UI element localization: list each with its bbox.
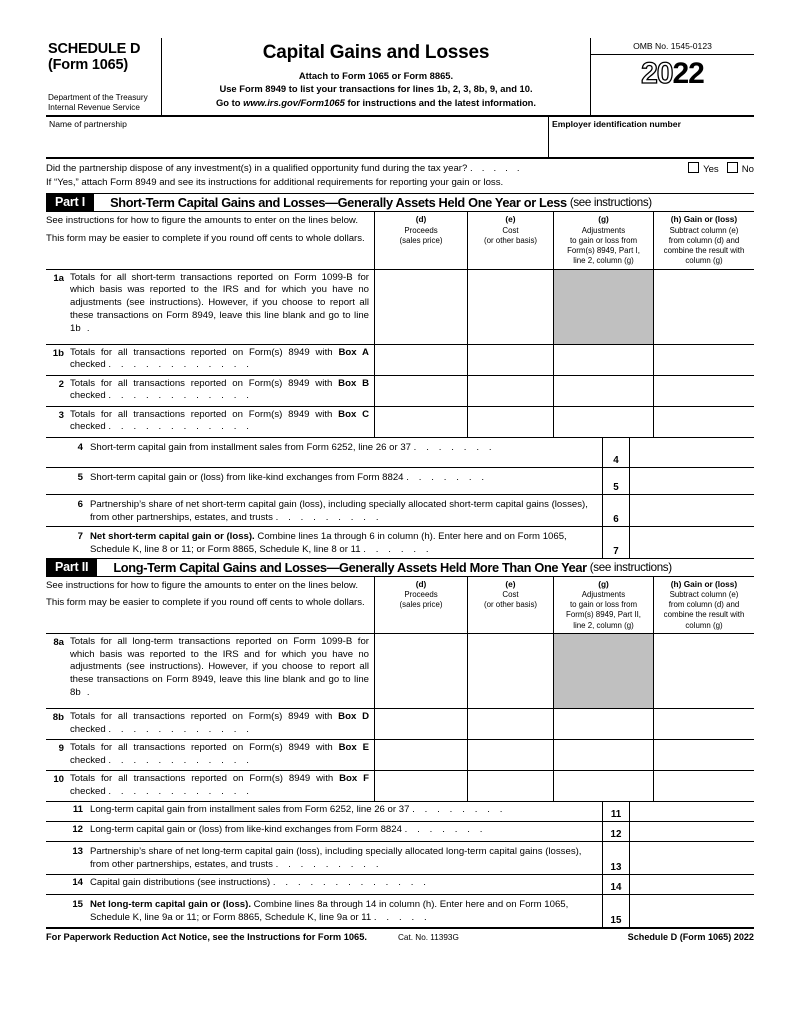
attach-instruction: Attach to Form 1065 or Form 8865. bbox=[298, 70, 454, 81]
part2-notes bbox=[46, 577, 375, 633]
schedule-form-number: (Form 1065) bbox=[48, 57, 128, 74]
line-10-description bbox=[46, 771, 375, 801]
list-item bbox=[46, 438, 754, 468]
part1-col-g-l4: line 2, column (g) bbox=[573, 256, 634, 266]
line-10-col-h-cell[interactable] bbox=[654, 771, 754, 801]
line-1b-description bbox=[46, 345, 375, 375]
line-1b-box-label: Box A bbox=[338, 346, 369, 358]
line-13-dots: . . . . . . . . . bbox=[275, 859, 383, 871]
line-7-text: Combine lines 1a through 6 in column (h). Enter here and on Form 1065, Schedule K, line 8 or 11; or Form 8865, Schedule K, line 8 or 11 bbox=[90, 530, 567, 556]
part2-note-1: See instructions for how to figure the amounts to enter on the lines below. bbox=[46, 579, 358, 591]
line-6-number: 6 bbox=[77, 498, 83, 510]
part1-title: Short-Term Capital Gains and Losses—Generally Assets Held One Year or Less bbox=[110, 195, 567, 211]
header-right-block bbox=[590, 38, 754, 115]
list-item bbox=[46, 895, 754, 927]
line-2-number: 2 bbox=[58, 378, 64, 390]
qof-no-checkbox[interactable] bbox=[727, 162, 738, 173]
part1-col-g-l1: Adjustments bbox=[581, 225, 626, 235]
line-1a-description bbox=[46, 270, 375, 344]
part1-col-e-key: (e) bbox=[505, 214, 516, 225]
line-9-text-pre: Totals for all transactions reported on Form(s) 8949 with bbox=[70, 741, 339, 753]
part1-col-e-l1: Cost bbox=[502, 225, 519, 235]
line-2-col-e-cell[interactable] bbox=[468, 376, 554, 406]
line-1a-text-wrap bbox=[70, 272, 369, 341]
table-row bbox=[46, 740, 754, 771]
line-4-description bbox=[46, 438, 602, 467]
part2-col-e-header bbox=[468, 577, 554, 633]
line-3-box-label: Box C bbox=[338, 408, 370, 420]
part1-col-h-l3: combine the result with bbox=[663, 246, 745, 256]
line-7-box-number: 7 bbox=[602, 527, 630, 558]
part1-column-head bbox=[46, 212, 754, 269]
part1-note-1: See instructions for how to figure the amounts to enter on the lines below. bbox=[46, 215, 358, 227]
line-13-box-number: 13 bbox=[602, 842, 630, 874]
line-10-box-label: Box F bbox=[339, 772, 369, 784]
form-sheet bbox=[46, 38, 754, 942]
part2-badge: Part II bbox=[46, 559, 97, 576]
form-header bbox=[46, 38, 754, 117]
line-11-number: 11 bbox=[72, 803, 83, 815]
line-11-amount-cell[interactable] bbox=[630, 802, 754, 821]
table-row bbox=[46, 709, 754, 740]
agency-line-1: Department of the Treasury bbox=[48, 93, 148, 103]
line-14-box-number: 14 bbox=[602, 875, 630, 894]
qof-question-line-2: If “Yes,” attach Form 8949 and see its instructions for additional requirements for reporting your gain or loss. bbox=[46, 177, 504, 189]
catalog-number: Cat. No. 11393G bbox=[398, 932, 459, 942]
line-10-number: 10 bbox=[53, 773, 64, 785]
line-8a-col-h-cell[interactable] bbox=[654, 634, 754, 708]
line-9-number: 9 bbox=[58, 742, 64, 754]
part2-title-note: (see instructions) bbox=[589, 560, 672, 574]
part1-col-e-header bbox=[468, 212, 554, 268]
line-8a-text: Totals for all long-term transactions reported on Form 1099-B for which basis was reported to the IRS and for which you have no adjustments (see instructions). However, if you choose to report all these transactions on Form 8949, leave this line blank and go to line 8b bbox=[70, 635, 369, 698]
line-15-box-number: 15 bbox=[602, 895, 630, 927]
line-1b-text-pre: Totals for all transactions reported on Form(s) 8949 with bbox=[70, 346, 339, 358]
part1-col-h-key: (h) Gain or (loss) bbox=[670, 214, 738, 225]
line-1b-text-post: checked bbox=[70, 359, 106, 371]
line-8b-col-e-cell[interactable] bbox=[468, 709, 554, 739]
partnership-name-field[interactable] bbox=[46, 117, 549, 157]
part1-col-h-l2: from column (d) and bbox=[668, 235, 740, 245]
omb-number: OMB No. 1545-0123 bbox=[591, 38, 754, 55]
tax-year-value: 22 bbox=[672, 57, 704, 90]
part2-col-g-key: (g) bbox=[598, 578, 609, 589]
part1-col-d-l1: Proceeds bbox=[404, 225, 438, 235]
line-14-text-wrap bbox=[90, 876, 596, 893]
line-11-text-wrap bbox=[90, 803, 596, 820]
line-8b-col-g-cell[interactable] bbox=[554, 709, 654, 739]
line-13-text: Partnership’s share of net long-term capital gain (loss), including specially allocated long-term capital gains (losses), from other partnerships, estates, and trusts bbox=[90, 845, 582, 871]
line-15-dots: . . . . . bbox=[373, 912, 431, 924]
line-10-text-post: checked bbox=[70, 785, 106, 797]
table-row bbox=[46, 407, 754, 438]
line-5-text-wrap bbox=[90, 471, 596, 491]
line-1a-col-d-cell[interactable] bbox=[375, 270, 468, 344]
line-3-text-wrap bbox=[70, 409, 369, 434]
line-3-col-d-cell[interactable] bbox=[375, 407, 468, 437]
part1-title-note: (see instructions) bbox=[569, 196, 652, 210]
part2-col-h-header bbox=[654, 577, 754, 633]
line-10-col-g-cell[interactable] bbox=[554, 771, 654, 801]
irs-url[interactable]: www.irs.gov/Form1065 bbox=[243, 96, 345, 108]
ein-field[interactable] bbox=[549, 117, 754, 157]
line-2-dots: . . . . . . . . . . . . bbox=[108, 390, 253, 402]
part1-banner bbox=[46, 193, 754, 212]
qof-question-text: Did the partnership dispose of any investment(s) in a qualified opportunity fund during the tax year? bbox=[46, 163, 468, 175]
line-6-amount-cell[interactable] bbox=[630, 495, 754, 526]
qof-yes-checkbox[interactable] bbox=[688, 162, 699, 173]
line-7-dots: . . . . . . bbox=[363, 544, 433, 556]
line-8b-text-post: checked bbox=[70, 723, 106, 735]
part2-col-h-l2: from column (d) and bbox=[668, 600, 740, 610]
part2-col-g-l4: line 2, column (g) bbox=[573, 620, 634, 630]
part2-col-e-l1: Cost bbox=[502, 589, 519, 599]
part2-title: Long-Term Capital Gains and Losses—Generally Assets Held More Than One Year bbox=[113, 559, 587, 575]
line-1a-col-h-cell[interactable] bbox=[654, 270, 754, 344]
tax-year bbox=[591, 55, 754, 91]
line-13-description bbox=[46, 842, 602, 874]
line-4-text: Short-term capital gain from installment sales from Form 6252, line 26 or 37 bbox=[90, 441, 411, 453]
line-8a-col-g-cell-shaded bbox=[554, 634, 654, 708]
line-15-description bbox=[46, 895, 602, 927]
line-15-amount-cell[interactable] bbox=[630, 895, 754, 927]
table-row bbox=[46, 376, 754, 407]
line-12-text: Long-term capital gain or (loss) from like-kind exchanges from Form 8824 bbox=[90, 823, 402, 835]
line-10-text-wrap bbox=[70, 773, 369, 798]
line-11-text: Long-term capital gain from installment sales from Form 6252, line 26 or 37 bbox=[90, 803, 410, 815]
line-1a-col-e-cell[interactable] bbox=[468, 270, 554, 344]
line-2-col-g-cell[interactable] bbox=[554, 376, 654, 406]
part2-banner bbox=[46, 559, 754, 577]
qof-no-label: No bbox=[741, 164, 754, 176]
line-1b-number: 1b bbox=[52, 347, 64, 359]
goto-suffix: for instructions and the latest information. bbox=[344, 96, 537, 108]
line-8b-description bbox=[46, 709, 375, 739]
line-8b-col-d-cell[interactable] bbox=[375, 709, 468, 739]
line-3-col-e-cell[interactable] bbox=[468, 407, 554, 437]
part2-column-head bbox=[46, 577, 754, 634]
line-13-amount-cell[interactable] bbox=[630, 842, 754, 874]
line-8a-col-d-cell[interactable] bbox=[375, 634, 468, 708]
line-11-box-number: 11 bbox=[602, 802, 630, 821]
line-4-dots: . . . . . . . bbox=[413, 441, 496, 453]
line-3-col-h-cell[interactable] bbox=[654, 407, 754, 437]
qof-yes-label: Yes bbox=[703, 164, 719, 176]
line-7-description bbox=[46, 527, 602, 558]
form-title: Capital Gains and Losses bbox=[262, 42, 490, 63]
part2-col-e-l2: (or other basis) bbox=[483, 600, 538, 610]
line-1b-col-h-cell[interactable] bbox=[654, 345, 754, 375]
line-8b-number: 8b bbox=[52, 711, 64, 723]
line-9-text-post: checked bbox=[70, 754, 106, 766]
line-7-bold-lead: Net short-term capital gain or (loss). bbox=[90, 530, 255, 542]
part1-col-h-l4: column (g) bbox=[685, 256, 723, 266]
table-row bbox=[46, 634, 754, 709]
identity-row bbox=[46, 117, 754, 159]
part2-col-h-l1: Subtract column (e) bbox=[669, 589, 739, 599]
list-item bbox=[46, 842, 754, 875]
line-1a-number: 1a bbox=[53, 272, 64, 284]
part1-col-g-l3: Form(s) 8949, Part I, bbox=[567, 246, 640, 256]
line-14-text: Capital gain distributions (see instructions) bbox=[90, 876, 271, 888]
part2-col-e-key: (e) bbox=[505, 578, 516, 589]
line-4-box-number: 4 bbox=[602, 438, 630, 467]
line-5-number: 5 bbox=[77, 471, 83, 483]
form-identifier: Schedule D (Form 1065) 2022 bbox=[627, 931, 754, 942]
line-1b-col-e-cell[interactable] bbox=[468, 345, 554, 375]
part1-col-g-header bbox=[554, 212, 654, 268]
header-center-block bbox=[162, 38, 590, 115]
line-9-box-label: Box E bbox=[338, 741, 369, 753]
line-3-text-post: checked bbox=[70, 421, 106, 433]
line-1b-col-g-cell[interactable] bbox=[554, 345, 654, 375]
qof-question-line-1 bbox=[46, 162, 754, 176]
part1-col-h-header bbox=[654, 212, 754, 268]
list-item bbox=[46, 802, 754, 822]
line-5-text: Short-term capital gain or (loss) from like-kind exchanges from Form 8824 bbox=[90, 471, 404, 483]
line-8b-text-pre: Totals for all transactions reported on Form(s) 8949 with bbox=[70, 710, 339, 722]
line-13-text-wrap bbox=[90, 845, 596, 871]
line-3-text-pre: Totals for all transactions reported on Form(s) 8949 with bbox=[70, 408, 339, 420]
agency-line-2: Internal Revenue Service bbox=[48, 103, 140, 113]
line-14-number: 14 bbox=[72, 876, 83, 888]
line-9-col-d-cell[interactable] bbox=[375, 740, 468, 770]
part1-col-d-key: (d) bbox=[415, 214, 427, 225]
part1-notes bbox=[46, 212, 375, 268]
line-2-col-d-cell[interactable] bbox=[375, 376, 468, 406]
table-row bbox=[46, 345, 754, 376]
part2-col-d-header bbox=[375, 577, 468, 633]
line-6-description bbox=[46, 495, 602, 526]
part2-title-wrap bbox=[97, 559, 671, 576]
line-1a-dots: . bbox=[80, 322, 94, 334]
line-6-box-number: 6 bbox=[602, 495, 630, 526]
part2-col-g-header bbox=[554, 577, 654, 633]
line-10-text-pre: Totals for all transactions reported on Form(s) 8949 with bbox=[70, 772, 340, 784]
line-12-text-wrap bbox=[90, 823, 596, 840]
line-9-description bbox=[46, 740, 375, 770]
line-3-col-g-cell[interactable] bbox=[554, 407, 654, 437]
agency-block bbox=[48, 93, 157, 113]
line-12-description bbox=[46, 822, 602, 841]
line-10-col-d-cell[interactable] bbox=[375, 771, 468, 801]
line-14-amount-cell[interactable] bbox=[630, 875, 754, 894]
line-8b-text-wrap bbox=[70, 711, 369, 736]
tax-year-century: 20 bbox=[641, 57, 673, 90]
part2-col-h-l4: column (g) bbox=[685, 620, 723, 630]
ein-label: Employer identification number bbox=[552, 119, 681, 130]
line-15-bold-lead: Net long-term capital gain or (loss). bbox=[90, 898, 251, 910]
line-9-text-wrap bbox=[70, 742, 369, 767]
list-item bbox=[46, 527, 754, 559]
line-6-dots: . . . . . . . . . bbox=[275, 512, 383, 524]
line-15-number: 15 bbox=[72, 898, 83, 910]
line-1a-col-g-cell-shaded bbox=[554, 270, 654, 344]
line-2-text-post: checked bbox=[70, 390, 106, 402]
part2-col-d-l2: (sales price) bbox=[399, 600, 443, 610]
qof-question-block bbox=[46, 159, 754, 190]
line-9-col-e-cell[interactable] bbox=[468, 740, 554, 770]
line-5-amount-cell[interactable] bbox=[630, 468, 754, 494]
part1-note-2: This form may be easier to complete if you round off cents to whole dollars. bbox=[46, 232, 365, 244]
line-7-number: 7 bbox=[77, 530, 83, 542]
line-9-col-h-cell[interactable] bbox=[654, 740, 754, 770]
line-10-col-e-cell[interactable] bbox=[468, 771, 554, 801]
line-3-dots: . . . . . . . . . . . . bbox=[108, 421, 253, 433]
line-12-amount-cell[interactable] bbox=[630, 822, 754, 841]
line-15-text: Combine lines 8a through 14 in column (h). Enter here and on Form 1065, Schedule K, line 9a or 11; or Form 8865, Schedule K, line 9a or 11 bbox=[90, 898, 569, 924]
part2-col-g-l1: Adjustments bbox=[581, 589, 626, 599]
line-14-dots: . . . . . . . . . . . . . bbox=[272, 876, 430, 888]
line-1b-text-wrap bbox=[70, 347, 369, 372]
line-2-description bbox=[46, 376, 375, 406]
line-6-text-wrap bbox=[90, 498, 596, 523]
line-8a-text-wrap bbox=[70, 636, 369, 705]
line-5-description bbox=[46, 468, 602, 494]
line-11-dots: . . . . . . . . bbox=[412, 803, 507, 815]
part2-col-d-l1: Proceeds bbox=[404, 589, 438, 599]
part2-col-g-l2: to gain or loss from bbox=[569, 600, 638, 610]
part2-col-g-l3: Form(s) 8949, Part II, bbox=[566, 610, 641, 620]
line-3-description bbox=[46, 407, 375, 437]
table-row bbox=[46, 270, 754, 345]
line-8b-dots: . . . . . . . . . . . . bbox=[108, 723, 253, 735]
part1-col-d-l2: (sales price) bbox=[399, 235, 443, 245]
part2-col-h-l3: combine the result with bbox=[663, 610, 745, 620]
line-6-text: Partnership’s share of net short-term capital gain (loss), including specially allocated short-term capital gains (losses), from other partnerships, estates, and trusts bbox=[90, 498, 588, 524]
line-2-col-h-cell[interactable] bbox=[654, 376, 754, 406]
header-left-block bbox=[46, 38, 162, 115]
line-2-text-pre: Totals for all transactions reported on Form(s) 8949 with bbox=[70, 377, 339, 389]
line-9-col-g-cell[interactable] bbox=[554, 740, 654, 770]
part1-title-wrap bbox=[94, 194, 652, 211]
part1-col-g-key: (g) bbox=[598, 214, 609, 225]
line-1a-text: Totals for all short-term transactions reported on Form 1099-B for which basis was reported to the IRS and for which you have no adjustments (see instructions). However, if you choose to report all these transactions on Form 8949, leave this line blank and go to line 1b bbox=[70, 271, 369, 334]
line-14-description bbox=[46, 875, 602, 894]
line-8a-description bbox=[46, 634, 375, 708]
website-instruction bbox=[166, 96, 586, 109]
part2-note-2: This form may be easier to complete if you round off cents to whole dollars. bbox=[46, 596, 365, 608]
line-2-text-wrap bbox=[70, 378, 369, 403]
line-7-text-wrap bbox=[90, 530, 596, 555]
line-9-dots: . . . . . . . . . . . . bbox=[108, 754, 253, 766]
part2-col-d-key: (d) bbox=[415, 578, 427, 589]
list-item bbox=[46, 822, 754, 842]
schedule-name: SCHEDULE D bbox=[48, 41, 141, 57]
part2-col-h-key: (h) Gain or (loss) bbox=[670, 578, 738, 589]
part1-col-g-l2: to gain or loss from bbox=[569, 235, 638, 245]
paperwork-notice: For Paperwork Reduction Act Notice, see the Instructions for Form 1065. bbox=[46, 931, 367, 942]
list-item bbox=[46, 875, 754, 895]
line-4-amount-cell[interactable] bbox=[630, 438, 754, 467]
line-8b-col-h-cell[interactable] bbox=[654, 709, 754, 739]
line-12-number: 12 bbox=[72, 823, 83, 835]
qof-leader-dots: . . . . . bbox=[469, 163, 523, 175]
line-2-box-label: Box B bbox=[338, 377, 370, 389]
line-1b-dots: . . . . . . . . . . . . bbox=[108, 359, 253, 371]
line-10-dots: . . . . . . . . . . . . bbox=[108, 785, 253, 797]
partnership-name-label: Name of partnership bbox=[49, 119, 127, 130]
qof-answer-group bbox=[688, 162, 754, 175]
line-1b-col-d-cell[interactable] bbox=[375, 345, 468, 375]
line-5-box-number: 5 bbox=[602, 468, 630, 494]
part1-col-h-l1: Subtract column (e) bbox=[669, 225, 739, 235]
schedule-title bbox=[48, 41, 157, 73]
table-row bbox=[46, 771, 754, 802]
line-15-text-wrap bbox=[90, 898, 596, 924]
line-12-box-number: 12 bbox=[602, 822, 630, 841]
line-11-description bbox=[46, 802, 602, 821]
line-4-number: 4 bbox=[77, 441, 83, 453]
list-item bbox=[46, 468, 754, 495]
line-8a-col-e-cell[interactable] bbox=[468, 634, 554, 708]
part1-col-d-header bbox=[375, 212, 468, 268]
part1-col-e-l2: (or other basis) bbox=[483, 235, 538, 245]
line-12-dots: . . . . . . . bbox=[404, 823, 487, 835]
use-8949-instruction: Use Form 8949 to list your transactions for lines 1b, 2, 3, 8b, 9, and 10. bbox=[219, 83, 533, 95]
line-8a-number: 8a bbox=[53, 636, 64, 648]
line-8b-box-label: Box D bbox=[338, 710, 370, 722]
list-item bbox=[46, 495, 754, 527]
part1-badge: Part I bbox=[46, 194, 94, 211]
line-7-amount-cell[interactable] bbox=[630, 527, 754, 558]
line-4-text-wrap bbox=[90, 441, 596, 464]
line-13-number: 13 bbox=[72, 845, 83, 857]
line-3-number: 3 bbox=[58, 409, 64, 421]
form-footer bbox=[46, 927, 754, 942]
line-8a-dots: . bbox=[80, 686, 94, 698]
goto-prefix: Go to bbox=[215, 96, 244, 108]
line-5-dots: . . . . . . . bbox=[406, 471, 488, 483]
